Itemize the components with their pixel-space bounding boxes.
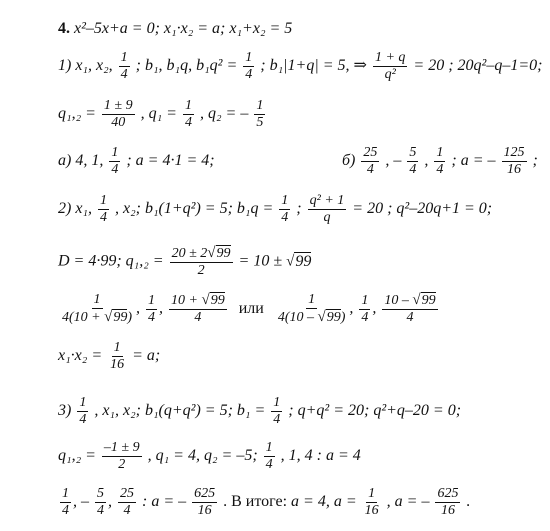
case1-answer-b xyxy=(342,145,538,178)
fraction: $\frac{125}{16}$ xyxy=(503,145,525,177)
text-segment: 2) x₁, xyxy=(58,200,96,218)
fraction: $\frac{1}{4}$ xyxy=(281,193,289,225)
text-segment: а) 4, 1, xyxy=(58,152,108,170)
final-answer xyxy=(58,486,470,519)
fraction: $\frac{10 - √99}{4}$ xyxy=(384,292,436,325)
text-segment: : a = – xyxy=(142,493,187,511)
fraction: $\frac{1}{4}$ xyxy=(79,395,87,427)
text-segment: = 20 ; 20q²–q–1=0; xyxy=(413,57,543,75)
text-segment: , – xyxy=(73,493,89,511)
text-segment: ; xyxy=(532,152,538,170)
fraction: $\frac{1}{4}$ xyxy=(62,486,69,518)
text-segment: ; a = 4·1 = 4; xyxy=(126,152,215,170)
fraction: $\frac{20 \pm 2√99}{2}$ xyxy=(171,245,231,278)
fraction: $\frac{1}{4}$ xyxy=(184,98,192,130)
fraction: $\frac{1}{4}$ xyxy=(148,292,156,325)
text-segment: x₁·x₂ = xyxy=(58,347,107,365)
text-segment: a = 4, a = xyxy=(291,493,361,511)
text-segment: q₁,₂ = xyxy=(58,105,100,123)
problem-number: 4. xyxy=(58,20,70,37)
text-segment: , x₂; b₁(1+q²) = 5; b₁q = xyxy=(115,200,278,218)
text-segment: . xyxy=(466,493,471,511)
text-segment: , xyxy=(159,299,164,317)
fraction: $\frac{25}{4}$ xyxy=(363,145,378,177)
text-segment: , q₁ = 4, q₂ = –5; xyxy=(147,447,262,465)
text-segment: ; b₁|1+q| = 5, ⇒ xyxy=(260,57,371,75)
fraction: $\frac{1 \pm 9}{40}$ xyxy=(103,98,133,130)
case2-line xyxy=(58,193,492,226)
text-segment: = a; xyxy=(132,347,161,365)
fraction: $\frac{1}{4}$ xyxy=(436,145,444,177)
problem-header xyxy=(58,20,292,38)
fraction: $\frac{10 + √99}{4}$ xyxy=(171,292,225,325)
case1-answer-a xyxy=(58,145,215,178)
text-segment: 3) xyxy=(58,402,76,420)
text-segment: , x₁, x₂; b₁(q+q²) = 5; b₁ = xyxy=(94,402,270,420)
text-segment: ; b₁, b₁q, b₁q² = xyxy=(135,57,242,75)
fraction: $\frac{5}{4}$ xyxy=(409,145,417,177)
fraction: $\frac{1}{4(10 - √99)}$ xyxy=(277,292,346,325)
fraction: $\frac{625}{16}$ xyxy=(194,486,216,518)
fraction: $\frac{5}{4}$ xyxy=(97,486,104,518)
text-segment: D = 4·99; q₁,₂ = xyxy=(58,252,168,270)
fraction: $\frac{1}{4}$ xyxy=(361,292,369,325)
case2-progressions xyxy=(58,292,440,326)
text-segment: = 20 ; q²–20q+1 = 0; xyxy=(352,200,493,218)
fraction: $\frac{\text{q² + 1}}{q}$ xyxy=(309,193,345,225)
problem-condition: x²–5x+a = 0; x₁·x₂ = a; x₁+x₂ = 5 xyxy=(74,20,293,37)
text-segment: , – xyxy=(385,152,402,170)
or-word: или xyxy=(238,299,264,317)
text-segment: , xyxy=(424,152,433,170)
text-segment: , a = – xyxy=(386,493,430,511)
fraction: $\frac{1}{16}$ xyxy=(364,486,379,518)
fraction: $\frac{25}{4}$ xyxy=(120,486,134,518)
sqrt-sign: √ xyxy=(286,253,295,270)
fraction: $\frac{1}{4}$ xyxy=(265,440,273,472)
conclusion-word: . В итоге: xyxy=(223,493,288,511)
text-segment: , xyxy=(136,299,141,317)
case1-roots xyxy=(58,98,267,131)
text-segment: q₁,₂ = xyxy=(58,447,100,465)
text-segment: б) xyxy=(342,152,360,170)
text-segment: , xyxy=(108,493,116,511)
case2-product xyxy=(58,340,160,373)
text-segment: , xyxy=(349,299,354,317)
text-segment: = 10 ± xyxy=(238,252,287,270)
radicand: 99 xyxy=(295,252,312,270)
text-segment: , 1, 4 : a = 4 xyxy=(280,447,361,465)
fraction: $\frac{1}{4}$ xyxy=(273,395,281,427)
case1-line xyxy=(58,50,542,83)
text-segment: , xyxy=(372,299,377,317)
text-segment: ; xyxy=(296,200,306,218)
fraction: $\frac{1}{4}$ xyxy=(100,193,107,225)
fraction: $\frac{1}{5}$ xyxy=(256,98,264,130)
text-segment: , q₂ = – xyxy=(199,105,249,123)
fraction: $\frac{1}{16}$ xyxy=(110,340,125,372)
fraction: $\frac{1}{4}$ xyxy=(245,50,253,82)
text-segment: , q₁ = xyxy=(140,105,181,123)
fraction: $\frac{625}{16}$ xyxy=(437,486,459,518)
fraction: $\frac{-1 \pm 9}{2}$ xyxy=(103,440,140,472)
fraction: $\frac{1 + q}{\text{q²}}$ xyxy=(374,50,406,82)
case2-discriminant xyxy=(58,245,311,279)
text-segment: 1) x₁, x₂, xyxy=(58,57,117,75)
case3-line xyxy=(58,395,461,428)
text-segment: ; a = – xyxy=(451,152,496,170)
case3-roots xyxy=(58,440,361,473)
fraction: $\frac{1}{4}$ xyxy=(120,50,128,82)
fraction: $\frac{1}{4(10 + √99)}$ xyxy=(62,292,133,325)
fraction: $\frac{1}{4}$ xyxy=(111,145,119,177)
text-segment: ; q+q² = 20; q²+q–20 = 0; xyxy=(288,402,462,420)
